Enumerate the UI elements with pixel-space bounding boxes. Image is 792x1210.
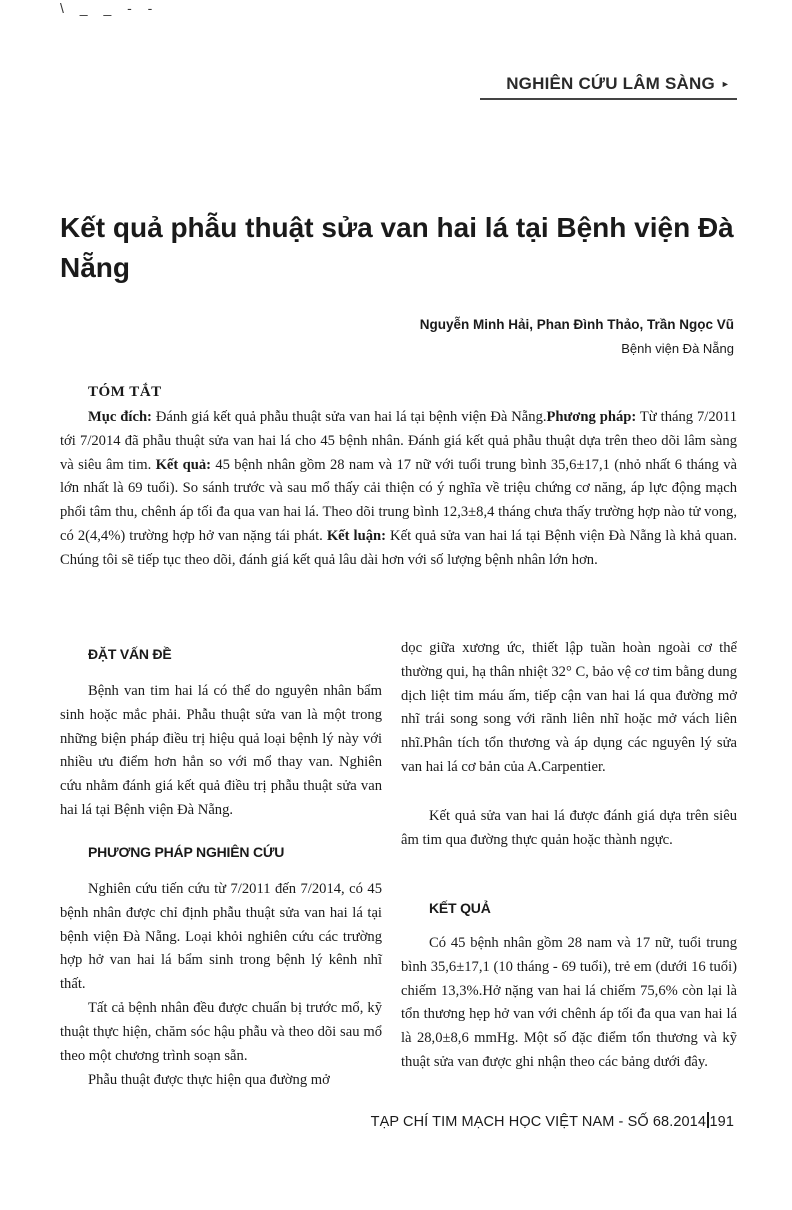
running-header (506, 74, 730, 94)
abstract-heading: TÓM TẮT (88, 384, 162, 400)
methods-continued: dọc giữa xương ức, thiết lập tuần hoàn ngoài cơ thể thường qui, hạ thân nhiệt 32° C, bảo vệ cơ tim bằng dung dịch liệt tim máu ấm, tiếp cận van hai lá qua đường mở nhĩ trái song song với rãnh liên nhĩ hoặc mở vách liên nhĩ.Phân tích tổn thương và áp dụng các nguyên lý sửa van hai lá cơ bản của A.Carpentier. (401, 640, 737, 775)
results-paragraph: Có 45 bệnh nhân gồm 28 nam và 17 nữ, tuổi trung bình 35,6±17,1 (10 tháng - 69 tuổi), trẻ em (dưới 16 tuổi) chiếm 13,3%.Hở nặng van hai lá chiếm 75,6% còn lại là tổn thương hẹp hở van với chênh áp tối đa qua van hai lá là 28,0±8,6 mmHg. Một số đặc điểm tổn thương và kỹ thuật sửa van được ghi nhận theo các bảng dưới đây. (401, 935, 737, 1070)
abstract-body (60, 406, 737, 573)
objective-text: Đánh giá kết quả phẫu thuật sửa van hai lá tại bệnh viện Đà Nẵng. (151, 409, 547, 425)
method-text: Từ tháng 7/2011 tới 7/2014 đã phẫu thuật sửa van hai lá cho 45 bệnh nhân. Đánh giá kết quả phẫu thuật dựa trên theo dõi lâm sàng và siêu âm tim. (60, 409, 737, 473)
intro-heading: ĐẶT VẤN ĐỀ (88, 646, 172, 662)
assessment-paragraph: Kết quả sửa van hai lá được đánh giá dựa trên siêu âm tim qua đường thực quản hoặc thành ngực. (401, 808, 737, 848)
section-label: NGHIÊN CỨU LÂM SÀNG (506, 74, 715, 93)
article-title: Kết quả phẫu thuật sửa van hai lá tại Bệnh viện Đà Nẵng (60, 212, 734, 283)
page-number: 191 (709, 1114, 734, 1130)
journal-name: TẠP CHÍ TIM MẠCH HỌC VIỆT NAM - SỐ 68.2014 (370, 1114, 706, 1130)
arrow-icon: ► (720, 79, 730, 89)
top-edge-marks: \ _ _ - - (60, 0, 159, 16)
conclusion-text: Kết quả sửa van hai lá tại Bệnh viện Đà Nẵng là khả quan. Chúng tôi sẽ tiếp tục theo dõi, đánh giá kết quả lâu dài hơn với số lượng bệnh nhân lớn hơn. (60, 527, 738, 568)
header-rule (480, 98, 737, 100)
results-text: 45 bệnh nhân gồm 28 nam và 17 nữ với tuổi trung bình 35,6±17,1 (nhỏ nhất 6 tháng và lớn nhất là 69 tuổi). So sánh trước và sau mổ thấy cải thiện có ý nghĩa về triệu chứng cơ năng, áp lực động mạch phổi tâm thu, chênh áp tối đa qua van hai lá. Theo dõi trung bình 12,3±8,4 tháng chưa thấy trường hợp nào tử vong, có 2(4,4%) trường hợp hở van nặng tái phát. (60, 456, 737, 544)
objective-label: Mục đích: (88, 409, 152, 425)
page-footer (371, 1112, 734, 1130)
methods-paragraph-2: Tất cả bệnh nhân đều được chuẩn bị trước mổ, kỹ thuật thực hiện, chăm sóc hậu phẫu và theo dõi sau mổ theo một chương trình soạn sẵn. (60, 1000, 382, 1064)
authors: Nguyễn Minh Hải, Phan Đình Thảo, Trần Ngọc Vũ (419, 317, 734, 332)
methods-paragraph-1: Nghiên cứu tiến cứu từ 7/2011 đến 7/2014, có 45 bệnh nhân được chỉ định phẫu thuật sửa van hai lá tại bệnh viện Đà Nẵng. Loại khỏi nghiên cứu các trường hợp hở van hai lá bẩm sinh trong bệnh lý kênh nhĩ thất. (60, 881, 382, 993)
affiliation: Bệnh viện Đà Nẵng (621, 341, 734, 356)
conclusion-label: Kết luận: (326, 527, 387, 544)
method-label: Phương pháp: (546, 409, 637, 425)
intro-paragraph: Bệnh van tim hai lá có thể do nguyên nhân bẩm sinh hoặc mắc phải. Phẫu thuật sửa van là một trong những biện pháp điều trị hiệu quả loại bệnh lý này với nhiều ưu điểm hơn hẳn so với mổ thay van. Nghiên cứu nhằm đánh giá kết quả điều trị phẫu thuật sửa van hai lá tại Bệnh viện Đà Nẵng. (60, 683, 382, 818)
results-heading: KẾT QUẢ (429, 900, 491, 916)
results-label: Kết quả: (155, 456, 211, 473)
methods-heading: PHƯƠNG PHÁP NGHIÊN CỨU (88, 844, 285, 860)
methods-paragraph-3: Phẫu thuật được thực hiện qua đường mở (88, 1072, 330, 1088)
footer-separator (707, 1112, 709, 1128)
